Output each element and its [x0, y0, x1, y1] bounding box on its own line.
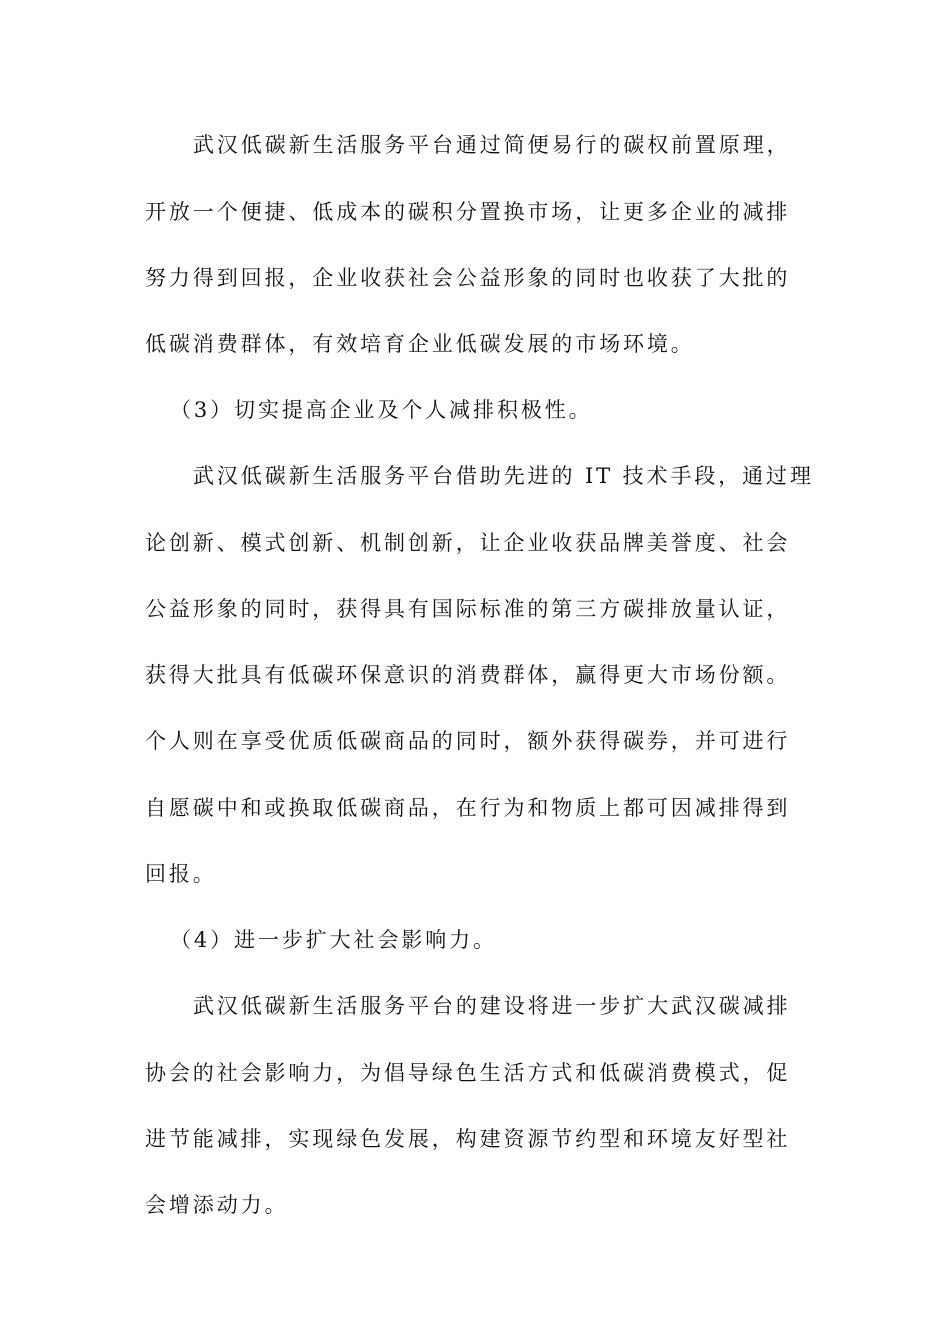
paragraph-3-line-1: 武汉低碳新生活服务平台的建设将进一步扩大武汉碳减排 [193, 994, 791, 1018]
paragraph-2-line-7: 回报。 [145, 862, 217, 886]
paragraph-2-line-6: 自愿碳中和或换取低碳商品，在行为和物质上都可因减排得到 [145, 796, 791, 820]
paragraph-1-line-3: 努力得到回报，企业收获社会公益形象的同时也收获了大批的 [145, 266, 791, 290]
paragraph-3-line-3: 进节能减排，实现绿色发展，构建资源节约型和环境友好型社 [145, 1127, 791, 1151]
paragraph-1-line-4: 低碳消费群体，有效培育企业低碳发展的市场环境。 [145, 332, 695, 356]
paragraph-2-line-2: 论创新、模式创新、机制创新，让企业收获品牌美誉度、社会 [145, 531, 791, 555]
section-heading-4: （4）进一步扩大社会影响力。 [170, 928, 497, 952]
paragraph-3-line-2: 协会的社会影响力，为倡导绿色生活方式和低碳消费模式，促 [145, 1061, 791, 1085]
paragraph-2-line-4: 获得大批具有低碳环保意识的消费群体，赢得更大市场份额。 [145, 663, 791, 687]
paragraph-2-line-3: 公益形象的同时，获得具有国际标准的第三方碳排放量认证， [145, 597, 791, 621]
section-heading-3: （3）切实提高企业及个人减排积极性。 [170, 398, 593, 422]
paragraph-2-line-5: 个人则在享受优质低碳商品的同时，额外获得碳券，并可进行 [145, 729, 791, 753]
paragraph-1-line-2: 开放一个便捷、低成本的碳积分置换市场，让更多企业的减排 [145, 200, 791, 224]
paragraph-1-line-1: 武汉低碳新生活服务平台通过简便易行的碳权前置原理， [193, 133, 791, 157]
paragraph-3-line-4: 会增添动力。 [145, 1193, 289, 1217]
paragraph-2-line-1: 武汉低碳新生活服务平台借助先进的 IT 技术手段，通过理 [193, 464, 814, 488]
